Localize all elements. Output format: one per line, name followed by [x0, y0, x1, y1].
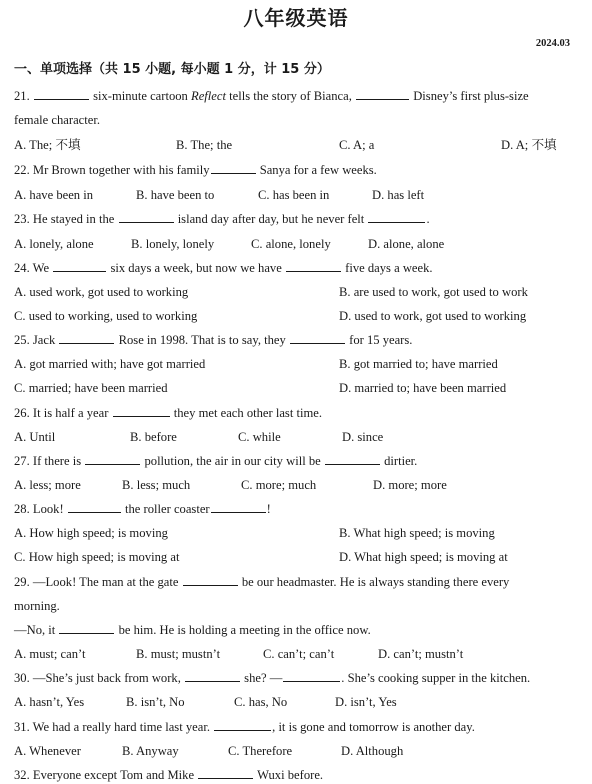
option-d: D. used to work, got used to working [339, 309, 527, 323]
question-23-stem: 23. He stayed in the island day after day, but he never felt . [14, 212, 430, 226]
answer-blank [34, 88, 89, 100]
option-d: D. married to; have been married [339, 381, 507, 395]
option-b: B. What high speed; is moving [339, 526, 495, 540]
answer-blank [286, 260, 341, 272]
option-b: B. must; mustn’t [136, 647, 221, 661]
question-31-stem: 31. We had a really hard time last year. , it is gone and tomorrow is another day. [14, 720, 475, 734]
page-title: 八年级英语 [243, 6, 349, 30]
section-heading: 一、单项选择（共 15 小题, 每小题 1 分，计 15 分） [14, 62, 330, 77]
option-c: C. while [238, 430, 281, 444]
question-30-stem: 30. —She’s just back from work, she? — . She’s cooking supper in the kitchen. [14, 671, 531, 685]
answer-blank [53, 260, 106, 272]
question-28-stem: 28. Look! the roller coaster ! [14, 502, 271, 516]
answer-blank [325, 453, 380, 465]
option-d: D. since [342, 430, 384, 444]
option-b: B. The; the [176, 138, 233, 152]
option-d: D. has left [372, 188, 425, 202]
option-c: C. married; have been married [14, 381, 168, 395]
option-b: B. before [130, 430, 177, 444]
option-b: B. are used to work, got used to work [339, 285, 528, 299]
option-b: B. less; much [122, 478, 191, 492]
answer-blank [211, 501, 266, 513]
option-a: A. got married with; have got married [14, 357, 206, 371]
option-b: B. got married to; have married [339, 357, 498, 371]
option-a: A. lonely, alone [14, 237, 94, 251]
answer-blank [368, 211, 425, 223]
exam-date: 2024.03 [535, 38, 570, 49]
option-b: B. isn’t, No [126, 695, 185, 709]
question-25-stem: 25. Jack Rose in 1998. That is to say, they for 15 years. [14, 333, 413, 347]
option-b: B. lonely, lonely [131, 237, 215, 251]
option-a: A. used work, got used to working [14, 285, 189, 299]
question-21-stem: 21. six-minute cartoon Reflect tells the story of Bianca, Disney’s first plus-size [14, 89, 529, 103]
option-a: A. hasn’t, Yes [14, 695, 85, 709]
answer-blank [185, 670, 240, 682]
option-c: C. used to working, used to working [14, 309, 198, 323]
question-21-continued: female character. [14, 113, 100, 127]
option-a: A. have been in [14, 188, 94, 202]
question-22-stem: 22. Mr Brown together with his family Sanya for a few weeks. [14, 163, 377, 177]
question-29-reply: —No, it be him. He is holding a meeting in the office now. [14, 623, 371, 637]
answer-blank [183, 574, 238, 586]
option-d: D. What high speed; is moving at [339, 550, 508, 564]
answer-blank [59, 622, 114, 634]
answer-blank [113, 405, 170, 417]
option-c: C. A; a [339, 138, 375, 152]
option-a: A. Until [14, 430, 56, 444]
option-c: C. has, No [234, 695, 288, 709]
answer-blank [119, 211, 174, 223]
answer-blank [68, 501, 121, 513]
option-d: D. can’t; mustn’t [378, 647, 464, 661]
option-c: C. can’t; can’t [263, 647, 335, 661]
option-d: D. more; more [373, 478, 447, 492]
question-24-stem: 24. We six days a week, but now we have five days a week. [14, 261, 433, 275]
option-d: D. alone, alone [368, 237, 445, 251]
option-a: A. Whenever [14, 744, 81, 758]
option-c: C. alone, lonely [251, 237, 331, 251]
option-c: C. more; much [241, 478, 317, 492]
answer-blank [290, 332, 345, 344]
option-d: D. Although [341, 744, 404, 758]
question-29-stem: 29. —Look! The man at the gate be our headmaster. He is always standing there every [14, 575, 510, 589]
option-a: A. must; can’t [14, 647, 86, 661]
option-c: C. How high speed; is moving at [14, 550, 180, 564]
option-c: C. has been in [258, 188, 330, 202]
option-a: A. less; more [14, 478, 81, 492]
option-d: D. A; 不填 [501, 138, 557, 152]
question-27-stem: 27. If there is pollution, the air in our city will be dirtier. [14, 454, 418, 468]
question-32-stem: 32. Everyone except Tom and Mike Wuxi before. [14, 768, 324, 782]
option-a: A. The; 不填 [14, 138, 81, 152]
answer-blank [85, 453, 140, 465]
answer-blank [356, 88, 409, 100]
answer-blank [214, 719, 271, 731]
option-d: D. isn’t, Yes [335, 695, 397, 709]
answer-blank [59, 332, 114, 344]
option-c: C. Therefore [228, 744, 293, 758]
question-number: 21. [14, 89, 30, 103]
answer-blank [198, 767, 253, 779]
option-a: A. How high speed; is moving [14, 526, 168, 540]
answer-blank [211, 162, 256, 174]
question-26-stem: 26. It is half a year they met each other last time. [14, 406, 323, 420]
cartoon-title: Reflect [191, 89, 226, 103]
answer-blank [283, 670, 340, 682]
option-b: B. Anyway [122, 744, 179, 758]
option-b: B. have been to [136, 188, 215, 202]
question-29-continued: morning. [14, 599, 60, 613]
